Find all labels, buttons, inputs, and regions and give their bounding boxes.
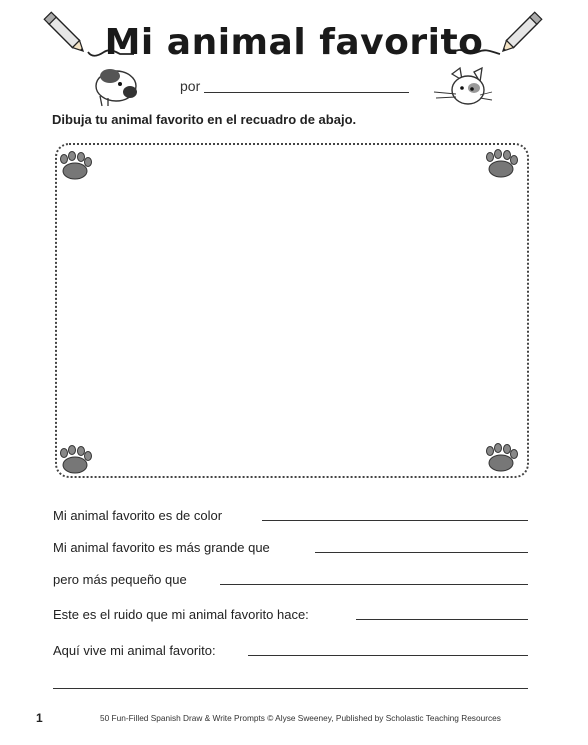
answer-line-bigger-than[interactable]	[315, 552, 528, 553]
page-title: Mi animal favorito	[104, 22, 484, 63]
paw-print-icon	[61, 152, 92, 180]
answer-line-extra[interactable]	[53, 688, 528, 689]
dog-icon	[96, 69, 137, 106]
question-habitat: Aquí vive mi animal favorito:	[53, 643, 216, 658]
paw-print-icon	[487, 150, 518, 178]
answer-line-sound[interactable]	[356, 619, 528, 620]
question-bigger-than: Mi animal favorito es más grande que	[53, 540, 270, 555]
footer-credit: 50 Fun-Filled Spanish Draw & Write Prompts © Alyse Sweeney, Published by Scholastic Teaching Resources	[100, 713, 501, 723]
paw-prints	[55, 143, 529, 478]
question-smaller-than: pero más pequeño que	[53, 572, 187, 587]
answer-line-habitat[interactable]	[248, 655, 528, 656]
answer-line-color[interactable]	[262, 520, 528, 521]
page-number: 1	[36, 711, 43, 725]
answer-line-smaller-than[interactable]	[220, 584, 528, 585]
paw-print-icon	[487, 444, 518, 472]
cat-icon	[434, 68, 492, 104]
name-line[interactable]	[204, 92, 409, 93]
question-sound: Este es el ruido que mi animal favorito hace:	[53, 607, 309, 622]
instruction-text: Dibuja tu animal favorito en el recuadro de abajo.	[52, 112, 357, 127]
paw-print-icon	[61, 446, 92, 474]
byline-label: por	[180, 78, 201, 94]
question-color: Mi animal favorito es de color	[53, 508, 223, 523]
